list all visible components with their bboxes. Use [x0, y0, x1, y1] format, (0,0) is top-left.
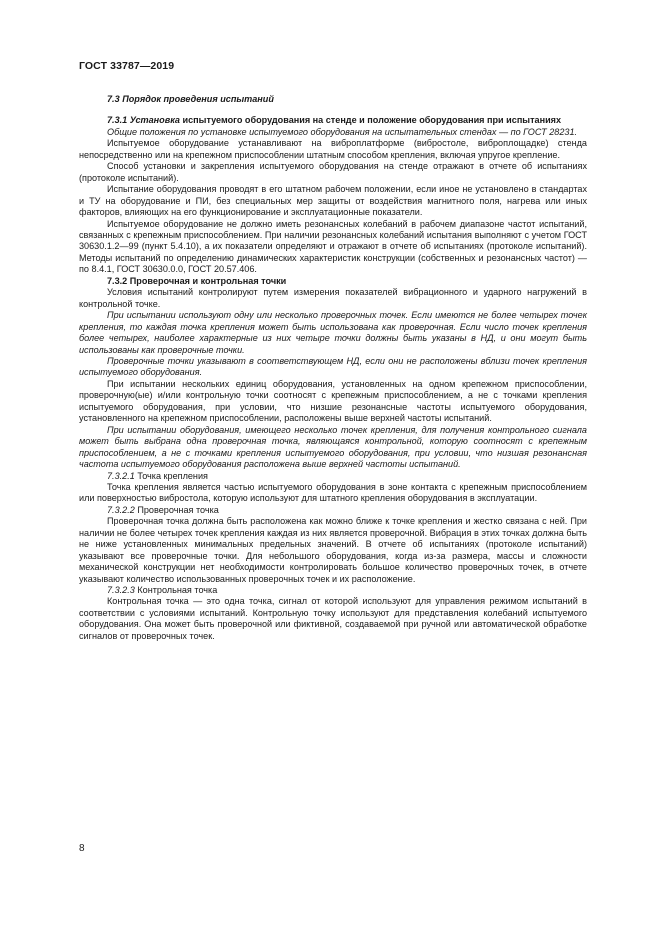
- paragraph: Условия испытаний контролируют путем измерения показателей вибрационного и ударного нагружений в контрольной точке.: [79, 287, 587, 309]
- document-header: ГОСТ 33787—2019: [79, 60, 175, 72]
- paragraph: Проверочная точка должна быть расположена как можно ближе к точке крепления и жестко связана с ней. При наличии не более четырех точек крепления каждая из них является проверочной. Вибрация в этих точках должна быть не ниже установленных минимальных предельных значений. В отчете об испытаниях (протоколе испытаний) указывают все проверочные точки. Для небольшого оборудования, когда из-за размера, массы и сложности механической конструкции нет необходимости контролировать большое количество проверочных точек, в отчете указывают количество использованных проверочных точек и их расположение.: [79, 516, 587, 584]
- paragraph: При испытании используют одну или несколько проверочных точек. Если имеются не более четырех точек крепления, то каждая точка крепления может быть использована как проверочная. Если число точек крепления более четырех, наиболее характерные из них четыре точки должны быть указаны в НД, и они могут быть использованы как проверочные точки.: [79, 310, 587, 355]
- section-7-3-title: 7.3 Порядок проведения испытаний: [107, 94, 274, 104]
- section-7-3-1-title: 7.3.1 Установка испытуемого оборудования на стенде и положение оборудования при испытаниях: [107, 115, 562, 126]
- section-7-3-2-title: 7.3.2 Проверочная и контрольная точки: [107, 275, 287, 286]
- paragraph: Испытуемое оборудование не должно иметь резонансных колебаний в рабочем диапазоне частот испытаний, связанных с крепежным приспособлением. При наличии резонансных колебаний испытания выполняют с учетом ГОСТ 30630.1.2—99 (пункт 5.4.10), а их показатели определяют и отражают в отчете об испытаниях (протоколе испытаний). Методы испытаний по определению динамических характеристик конструкции (собственных и резонансных частот) — по 8.4.1, ГОСТ 30630.0.0, ГОСТ 20.57.406.: [79, 218, 587, 275]
- paragraph: Испытание оборудования проводят в его штатном рабочем положении, если иное не установлено в стандартах и ТУ на оборудование и ПИ, без специальных мер защиты от воздействия магнитного поля, нагрева или иных факторов, влияющих на его функционирование и эксплуатационные показатели.: [79, 184, 587, 218]
- paragraph: При испытании нескольких единиц оборудования, установленных на одном крепежном приспособлении, проверочную(ые) и/или контрольную точки соотносят с крепежным приспособлением, а не с точками крепления испытуемого оборудования, при условии, что низшие резонансные частоты испытуемого оборудования, установленного на крепежном приспособлении, расположены выше верхней частоты испытаний.: [79, 378, 587, 424]
- document-body: [79, 94, 587, 642]
- paragraph: Испытуемое оборудование устанавливают на виброплатформе (вибростоле, виброплощадке) стенда непосредственно или на крепежном приспособлении штатным способом крепления, включая упругое крепление.: [79, 138, 587, 160]
- paragraph: Способ установки и закрепления испытуемого оборудования на стенде отражают в отчете об испытаниях (протоколе испытаний).: [79, 161, 587, 183]
- section-7-3-2-3-title: 7.3.2.3 Контрольная точка: [107, 585, 218, 596]
- paragraph: Общие положения по установке испытуемого оборудования на испытательных стендах — по ГОСТ 28231.: [107, 126, 578, 137]
- paragraph: Точка крепления является частью испытуемого оборудования в зоне контакта с крепежным приспособлением или поверхностью вибростола, которую используют для штатного крепления оборудования в эксплуатации.: [79, 481, 587, 504]
- page-number: 8: [79, 843, 85, 854]
- section-7-3-2-1-title: 7.3.2.1 Точка крепления: [107, 470, 208, 481]
- paragraph: Контрольная точка — это одна точка, сигнал от которой используют для управления режимом испытаний в соответствии с условиями испытаний. Контрольную точку используют для представления колебаний испытуемого оборудования. Она может быть проверочной или фиктивной, создаваемой при ручной или автоматической обработке сигналов от проверочных точек.: [79, 596, 587, 641]
- paragraph: Проверочные точки указывают в соответствующем НД, если они не расположены вблизи точек крепления испытуемого оборудования.: [79, 355, 587, 378]
- paragraph: При испытании оборудования, имеющего несколько точек крепления, для получения контрольного сигнала может быть выбрана одна проверочная точка, являющаяся контрольной, которую соотносят с крепежным приспособлением, а не с точками крепления испытуемого оборудования, при условии, что низшая резонансная частота испытуемого оборудования расположена выше верхней частоты испытаний.: [79, 424, 587, 470]
- section-7-3-2-2-title: 7.3.2.2 Проверочная точка: [107, 504, 219, 515]
